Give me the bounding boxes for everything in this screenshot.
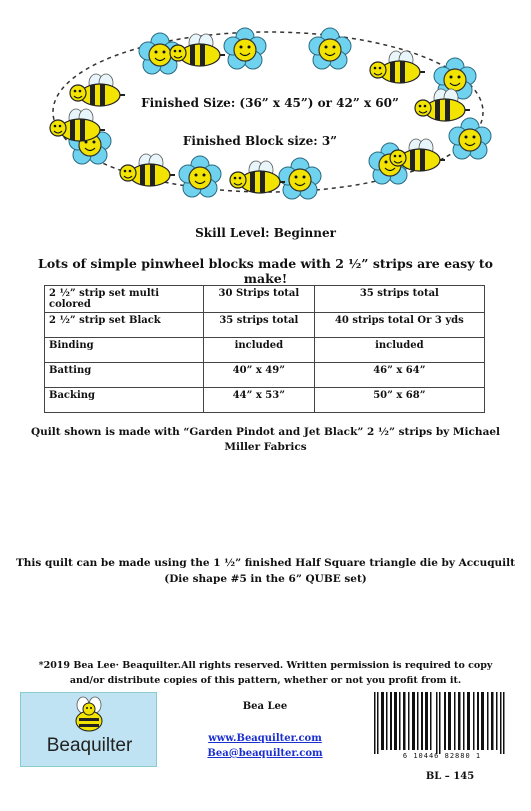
table-cell: 40” x 49” [204,363,315,388]
table-row [45,286,485,313]
table-cell: Binding [45,338,204,363]
upc-barcode [368,688,516,760]
table-row [45,313,485,338]
bee-logo-icon [21,693,158,738]
finished-size-text: Finished Size: (36” x 45”) or 42” x 60” [141,96,399,110]
beaquilter-logo [20,692,157,767]
die-note-line-1: This quilt can be made using the 1 ½” finished Half Square triangle die by Accuquilt [15,557,516,569]
pattern-description: Lots of simple pinwheel blocks made with 2 ½” strips are easy to make! [38,256,493,286]
table-cell: Backing [45,388,204,413]
table-cell: 35 strips total [314,286,484,313]
finished-block-size-text: Finished Block size: 3” [182,134,338,148]
materials-table [44,285,485,413]
table-cell: 30 Strips total [204,286,315,313]
table-row [45,338,485,363]
table-cell: 44” x 53” [204,388,315,413]
email-link[interactable]: Bea@beaquilter.com [207,748,323,759]
table-cell: 2 ½” strip set Black [45,313,204,338]
skill-level: Skill Level: Beginner [195,226,336,240]
table-cell: 2 ½” strip set multi colored [45,286,204,313]
accuquilt-die-note [10,555,521,587]
table-row [45,388,485,413]
barcode-number: 6 10446 82880 1 [402,752,482,760]
copyright-notice: *2019 Bea Lee· Beaquilter.All rights reserved. Written permission is required to copy and/or distribute copies of this pattern, whether or not you profit from it. [38,660,493,686]
logo-wordmark: Beaquilter [46,735,133,756]
table-cell: Batting [45,363,204,388]
quilt-shown-note: Quilt shown is made with “Garden Pindot and Jet Black” 2 ½” strips by Michael Miller Fabrics [30,426,501,453]
table-row [45,363,485,388]
pattern-code: BL – 145 [425,771,475,782]
table-cell: 40 strips total Or 3 yds [314,313,484,338]
website-link[interactable]: www.Beaquilter.com [208,733,322,744]
author-name: Bea Lee [242,701,288,712]
table-cell: 35 strips total [204,313,315,338]
table-cell: 46” x 64” [314,363,484,388]
die-note-line-2: (Die shape #5 in the 6” QUBE set) [164,573,367,585]
table-cell: 50” x 68” [314,388,484,413]
table-cell: included [314,338,484,363]
table-cell: included [204,338,315,363]
